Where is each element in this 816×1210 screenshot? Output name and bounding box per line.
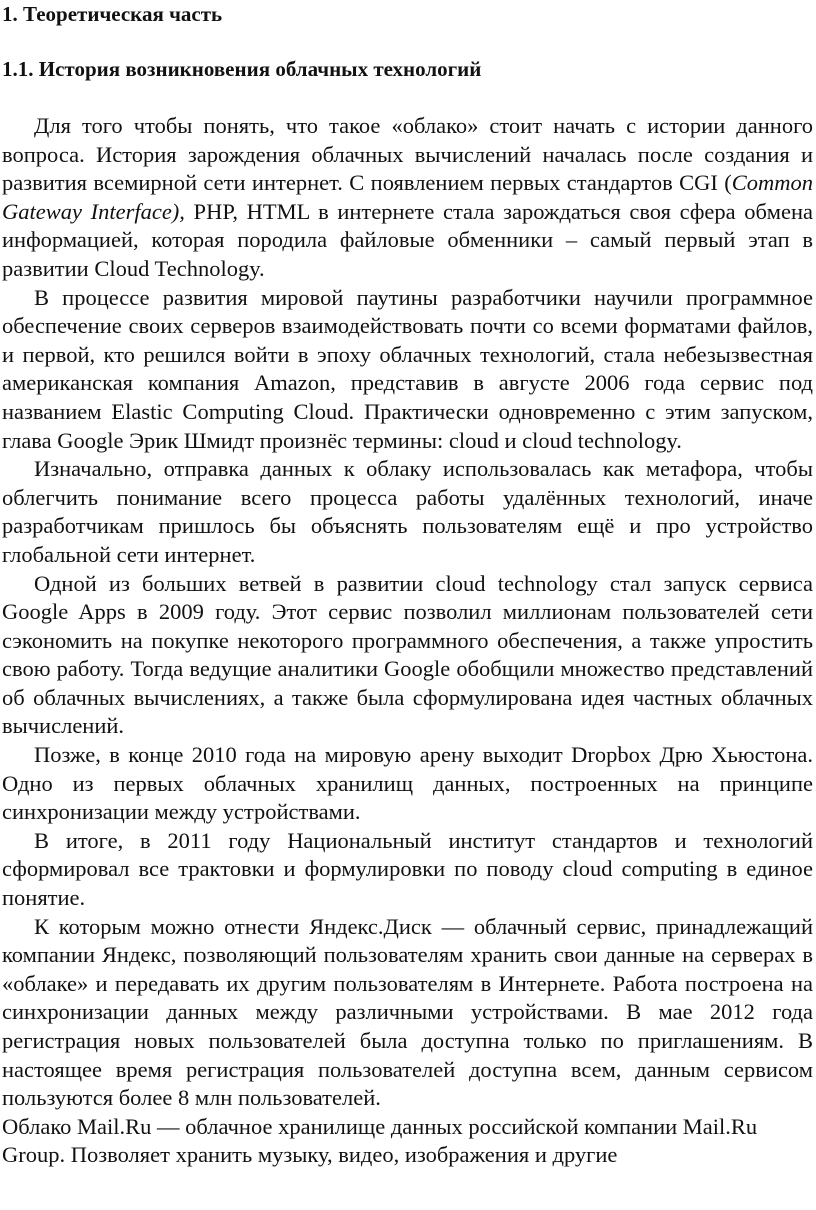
section-heading: 1. Теоретическая часть (2, 2, 223, 26)
paragraph-3: Изначально, отправка данных к облаку использовалась как метафора, чтобы облегчить понимание всего процесса работы удалённых технологий, иначе разработчикам пришлось бы объяснять пользователям ещё и про устройство глобальной сети интернет. (2, 456, 813, 567)
paragraph-8: Облако Mail.Ru — облачное хранилище данных российской компании Mail.Ru Group. Позволяет хранить музыку, видео, изображения и другие (2, 1113, 758, 1168)
subsection-heading: 1.1. История возникновения облачных технологий (2, 57, 482, 81)
paragraph-1-text-b: PHP, HTML в интернете стала зарождаться своя сфера обмена информацией, которая породила файловые обменники – самый первый этап в развитии Cloud Technology. (2, 198, 813, 281)
paragraph-2: В процессе развития мировой паутины разработчики научили программное обеспечение своих серверов взаимодействовать почти со всеми форматами файлов, и первой, кто решился войти в эпоху облачных технологий, стала небезызвестная американская компания Amazon, представив в августе 2006 года сервис под названием Elastic Computing Cloud. Практически одновременно с этим запуском, глава Google Эрик Шмидт произнёс термины: cloud и cloud technology. (2, 284, 813, 453)
paragraph-7: К которым можно отнести Яндекс.Диск — облачный сервис, принадлежащий компании Яндекс, позволяющий пользователям хранить свои данные на серверах в «облаке» и передавать их другим пользователям в Интернете. Работа построена на синхронизации данных между различными устройствами. В мае 2012 года регистрация новых пользователей была доступна только по приглашениям. В настоящее время регистрация пользователей доступна всем, данным сервисом пользуются более 8 млн пользователей. (2, 913, 813, 1111)
paragraph-6: В итоге, в 2011 году Национальный институт стандартов и технологий сформировал все трактовки и формулировки по поводу cloud computing в единое понятие. (2, 827, 813, 911)
paragraph-4: Одной из больших ветвей в развитии cloud technology стал запуск сервиса Google Apps в 2009 году. Этот сервис позволил миллионам пользователей сети сэкономить на покупке некоторого программного обеспечения, а также упростить свою работу. Тогда ведущие аналитики Google обобщили множество представлений об облачных вычислениях, а также была сформулирована идея частных облачных вычислений. (2, 570, 813, 739)
document-body (2, 112, 813, 1170)
paragraph-1-text-a: Для того чтобы понять, что такое «облако» стоит начать с истории данного вопроса. История зарождения облачных вычислений началась после создания и развития всемирной сети интернет. С появлением первых стандартов CGI ( (2, 113, 813, 196)
paragraph-1-italic: Common Gateway Interface), (2, 170, 813, 224)
paragraph-1 (2, 112, 813, 284)
paragraph-5: Позже, в конце 2010 года на мировую арену выходит Dropbox Дрю Хьюстона. Одно из первых облачных хранилищ данных, построенных на принципе синхронизации между устройствами. (2, 742, 813, 825)
